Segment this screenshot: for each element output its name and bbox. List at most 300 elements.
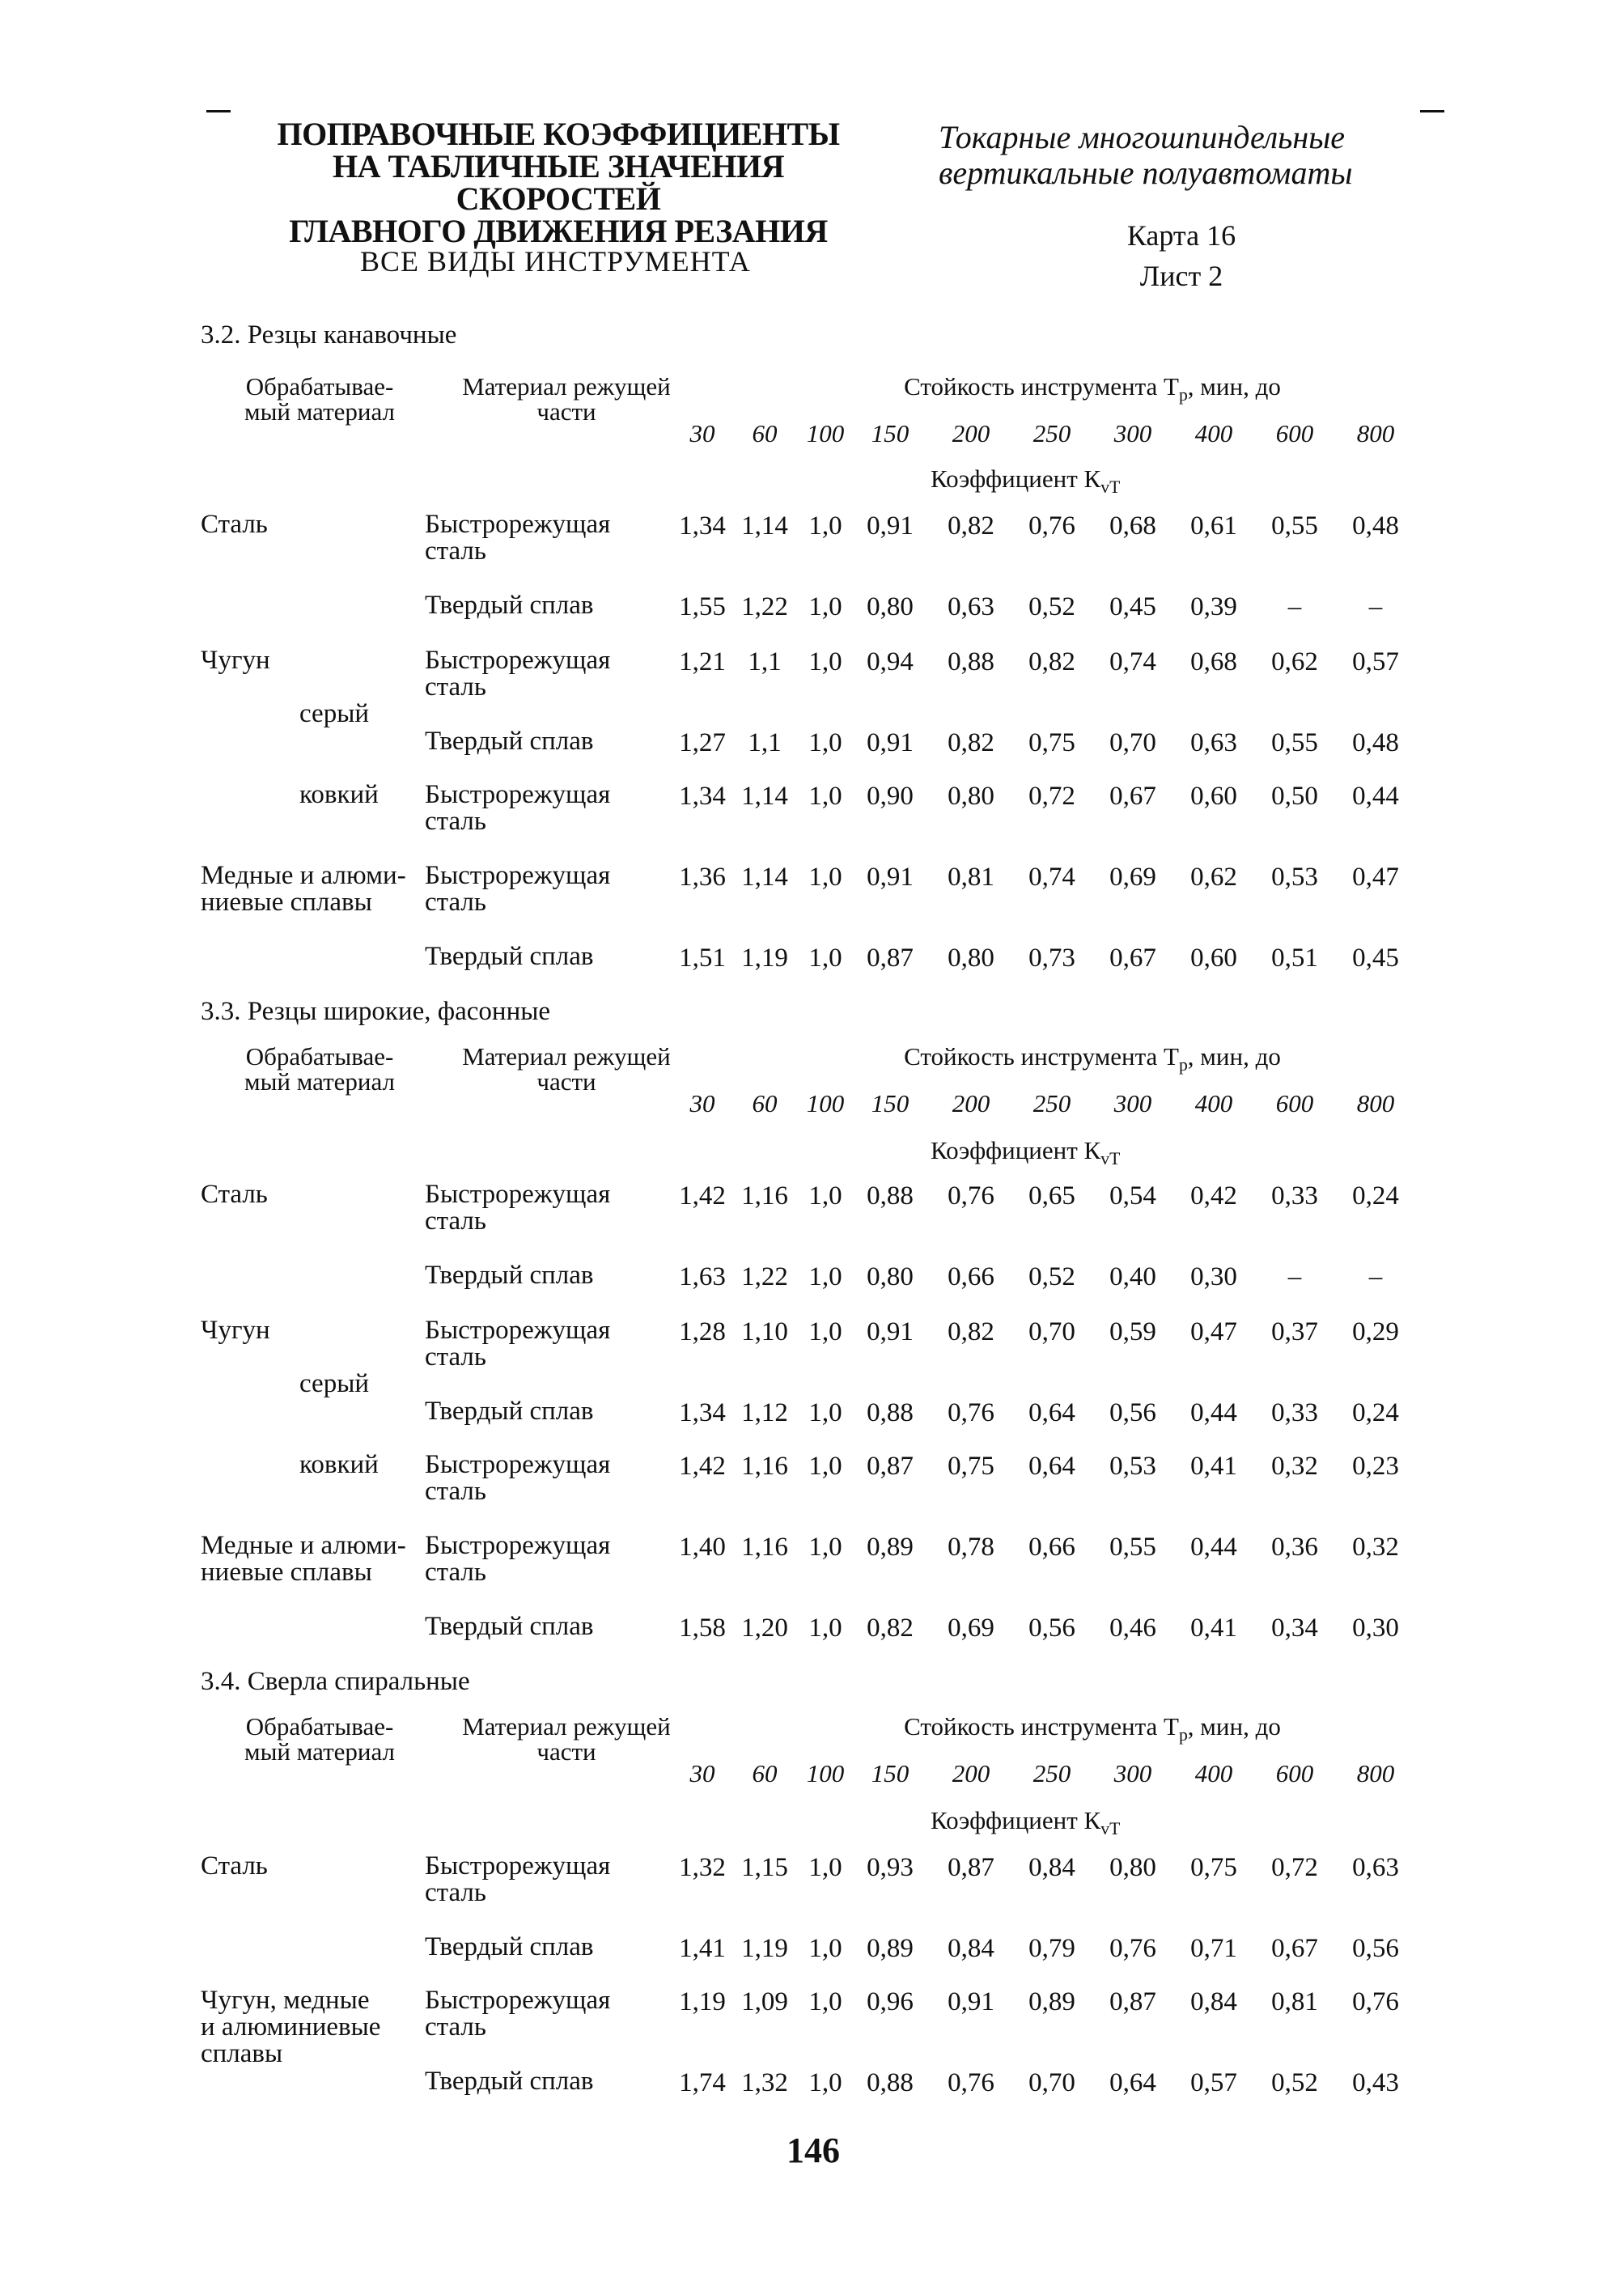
coefficient-value: 0,24 [1352,1398,1399,1427]
material-cell [201,1181,427,1208]
coefficient-value: 1,0 [808,1398,842,1427]
coefficient-value: 0,30 [1190,1262,1237,1291]
cutting-material-line: сталь [425,1878,486,1907]
coefficient-value: 0,87 [867,943,914,973]
material-cell [201,647,427,674]
coefficient-value: 0,50 [1271,782,1318,811]
coefficient-label [931,1806,1120,1839]
cutting-material-cell [425,1181,668,1235]
header-line: мый материал [244,397,396,426]
coefficient-value: 0,87 [948,1853,994,1882]
cutting-material-cell [425,1613,668,1640]
page-number: 146 [787,2131,840,2170]
header-line: части [536,397,596,426]
cutting-material-cell [425,943,668,970]
section-title: 3.2. Резцы канавочные [201,320,457,350]
coefficient-value: 0,23 [1352,1452,1399,1481]
coefficient-value: 0,57 [1352,647,1399,676]
coefficient-value: 0,69 [1109,863,1156,892]
coefficient-value: 0,88 [948,647,994,676]
material-cell [201,511,427,538]
column-header: 30 [689,419,715,447]
cutting-material-cell [425,728,668,755]
coefficient-value: 1,21 [679,647,726,676]
coefficient-value: 0,44 [1352,782,1399,811]
coefficient-value: 0,87 [1109,1987,1156,2016]
durability-prefix: Стойкость инструмента Т [904,1712,1179,1741]
coefficient-value: 0,91 [867,1317,914,1346]
coefficient-value: 1,09 [741,1987,788,2016]
cutting-material-line: Быстрорежущая [425,1316,611,1345]
coefficient-value: 0,89 [1028,1987,1075,2016]
column-header: 400 [1194,1759,1233,1787]
coefficient-value: 0,36 [1271,1533,1318,1562]
coefficient-value: 1,63 [679,1262,726,1291]
cutting-material-line: Быстрорежущая [425,646,611,675]
coefficient-value: 0,78 [948,1533,994,1562]
coefficient-value: 0,75 [948,1452,994,1481]
header-line: Обрабатывае- [245,1712,394,1741]
durability-subscript: р [1178,1055,1188,1075]
cutting-material-cell [425,1533,668,1586]
cutting-material-cell [425,1987,668,2041]
coefficient-value: 1,0 [808,1987,842,2016]
coefficient-value: 0,51 [1271,943,1318,973]
material-subtype: ковкий [299,1450,379,1479]
column-header: 200 [952,1089,990,1117]
column-header: 30 [689,1759,715,1787]
coefficient-value: 0,33 [1271,1181,1318,1211]
material-subtype: ковкий [299,780,379,809]
coefficient-value: 0,67 [1271,1934,1318,1963]
cutting-material-line: Твердый сплав [425,1397,594,1426]
material-line: Чугун [201,646,270,675]
cutting-material-line: Твердый сплав [425,1612,594,1641]
cutting-material-line: сталь [425,536,486,566]
cutting-material-cell [425,2068,668,2095]
subtitle-line: Токарные многошпиндельные [939,119,1346,155]
coefficient-value: 0,76 [1352,1987,1399,2016]
coefficient-value: 1,14 [741,863,788,892]
coefficient-value: 1,16 [741,1452,788,1481]
coefficient-value: 1,1 [748,728,782,757]
column-header: 60 [752,1759,778,1787]
coefficient-value: 0,80 [948,943,994,973]
coefficient-value: 0,42 [1190,1181,1237,1211]
material-cell [201,1317,427,1344]
coefficient-value: 0,33 [1271,1398,1318,1427]
coefficient-value: 0,76 [1028,511,1075,541]
material-line: Сталь [201,1851,268,1881]
corner-dash-right [1420,110,1444,112]
coefficient-value: 0,63 [948,592,994,621]
coefficient-value: 0,93 [867,1853,914,1882]
coefficient-value: 0,53 [1109,1452,1156,1481]
coefficient-value: 0,66 [948,1262,994,1291]
coefficient-value: 1,36 [679,863,726,892]
column-header: 300 [1113,1759,1152,1787]
coefficient-value: 0,61 [1190,511,1237,541]
coefficient-value: 1,22 [741,592,788,621]
column-header: 800 [1356,419,1395,447]
coefficient-value: 0,55 [1109,1533,1156,1562]
coefficient-value: 0,89 [867,1934,914,1963]
coefficient-value: 0,76 [1109,1934,1156,1963]
durability-suffix: , мин, до [1187,372,1281,401]
coefficient-value: 1,15 [741,1853,788,1882]
subtitle-line: вертикальные полуавтоматы [939,155,1353,191]
cutting-material-cell [425,592,668,619]
coefficient-value: 0,88 [867,1398,914,1427]
coefficient-value: 0,32 [1352,1533,1399,1562]
header-line: мый материал [244,1737,396,1766]
column-header: 60 [752,1089,778,1117]
coefficient-value: 1,0 [808,1613,842,1643]
coefficient-value: 0,56 [1352,1934,1399,1963]
title-line: НА ТАБЛИЧНЫЕ ЗНАЧЕНИЯ СКОРОСТЕЙ [332,148,785,217]
header-line: Материал режущей [462,1042,671,1071]
coefficient-value: 0,91 [867,511,914,541]
column-header: 300 [1113,419,1152,447]
coefficient-value: 1,34 [679,782,726,811]
coefficient-value: 0,73 [1028,943,1075,973]
coefficient-value: 0,94 [867,647,914,676]
coefficient-value: 0,48 [1352,728,1399,757]
coefficient-value: 0,52 [1028,592,1075,621]
cutting-material-line: сталь [425,1477,486,1506]
header-durability [809,374,1376,408]
cutting-material-cell [425,1934,668,1961]
column-header: 200 [952,419,990,447]
coefficient-value: 0,44 [1190,1398,1237,1427]
cutting-material-line: Быстрорежущая [425,510,611,539]
coefficient-value: – [1368,592,1383,621]
coefficient-value: 0,55 [1271,511,1318,541]
coefficient-value: 1,28 [679,1317,726,1346]
cutting-material-cell [425,1452,668,1505]
coefficient-subscript: vT [1100,1819,1121,1839]
cutting-material-line: Твердый сплав [425,591,594,620]
coefficient-value: 1,0 [808,1181,842,1211]
material-subtype: серый [299,1369,370,1398]
cutting-material-line: Быстрорежущая [425,861,611,890]
coefficient-value: 1,16 [741,1181,788,1211]
coefficient-value: 0,70 [1109,728,1156,757]
coefficient-value: 0,82 [948,1317,994,1346]
coefficient-value: 0,29 [1352,1317,1399,1346]
coefficient-value: 0,63 [1352,1853,1399,1882]
coefficient-value: 0,81 [948,863,994,892]
coefficient-value: 0,76 [948,1181,994,1211]
coefficient-value: 0,43 [1352,2068,1399,2097]
coefficient-value: 0,80 [867,592,914,621]
coefficient-value: 0,65 [1028,1181,1075,1211]
coefficient-value: 0,84 [948,1934,994,1963]
coefficient-value: 1,0 [808,1934,842,1963]
coefficient-value: 1,14 [741,782,788,811]
column-header: 100 [806,1759,845,1787]
all-tools-caption: ВСЕ ВИДЫ ИНСТРУМЕНТА [360,245,751,278]
material-cell [201,1987,427,2067]
header-line: Материал режущей [462,372,671,401]
coefficient-value: 0,71 [1190,1934,1237,1963]
durability-prefix: Стойкость инструмента Т [904,1042,1179,1071]
cutting-material-line: сталь [425,1558,486,1587]
column-header: 150 [871,1089,910,1117]
coefficient-value: 0,60 [1190,782,1237,811]
coefficient-value: 0,69 [948,1613,994,1643]
coefficient-value: 0,60 [1190,943,1237,973]
cutting-material-line: Быстрорежущая [425,1450,611,1479]
coefficient-value: 0,72 [1271,1853,1318,1882]
coefficient-value: 0,37 [1271,1317,1318,1346]
coefficient-value: 0,40 [1109,1262,1156,1291]
coefficient-value: 1,0 [808,1317,842,1346]
coefficient-value: 0,84 [1190,1987,1237,2016]
cutting-material-line: сталь [425,672,486,702]
column-header: 600 [1275,419,1314,447]
coefficient-value: 1,0 [808,647,842,676]
coefficient-value: 0,30 [1352,1613,1399,1643]
coefficient-value: 0,75 [1028,728,1075,757]
column-header: 150 [871,1759,910,1787]
coefficient-value: 0,75 [1190,1853,1237,1882]
coefficient-value: 0,67 [1109,782,1156,811]
column-header: 100 [806,419,845,447]
coefficient-value: 1,22 [741,1262,788,1291]
coefficient-value: 0,89 [867,1533,914,1562]
cutting-material-cell [425,647,668,701]
coefficient-value: 1,0 [808,728,842,757]
coefficient-value: 0,91 [948,1987,994,2016]
title-line: ГЛАВНОГО ДВИЖЕНИЯ РЕЗАНИЯ [289,213,828,249]
coefficient-value: 0,66 [1028,1533,1075,1562]
column-header: 800 [1356,1089,1395,1117]
coefficient-value: 1,0 [808,1853,842,1882]
coefficient-label [931,1136,1120,1169]
material-line: Чугун, медные [201,1986,370,2015]
coefficient-value: 0,63 [1190,728,1237,757]
durability-suffix: , мин, до [1187,1042,1281,1071]
coefficient-value: 0,87 [867,1452,914,1481]
material-cell [201,863,427,916]
coefficient-value: 1,16 [741,1533,788,1562]
coefficient-value: 0,56 [1109,1398,1156,1427]
coefficient-value: 1,10 [741,1317,788,1346]
coefficient-value: 0,74 [1109,647,1156,676]
coefficient-value: 0,67 [1109,943,1156,973]
section-title: 3.4. Сверла спиральные [201,1667,470,1696]
coefficient-value: 1,19 [741,1934,788,1963]
header-durability [809,1044,1376,1078]
coefficient-value: 0,55 [1271,728,1318,757]
coefficient-value: 0,70 [1028,2068,1075,2097]
header-material [218,1714,421,1764]
coefficient-subscript: vT [1100,477,1121,498]
durability-subscript: р [1178,385,1188,405]
header-material [218,1044,421,1094]
coefficient-value: 0,80 [948,782,994,811]
coefficient-value: 1,19 [741,943,788,973]
column-header: 800 [1356,1759,1395,1787]
coefficient-value: 1,0 [808,863,842,892]
coefficient-value: 0,39 [1190,592,1237,621]
durability-prefix: Стойкость инструмента Т [904,372,1179,401]
header-line: Материал режущей [462,1712,671,1741]
coefficient-value: – [1287,592,1302,621]
cutting-material-cell [425,1398,668,1425]
material-cell [201,1853,427,1880]
coefficient-value: 1,0 [808,943,842,973]
coefficient-value: 0,45 [1352,943,1399,973]
coefficient-value: 0,62 [1271,647,1318,676]
coefficient-value: 0,41 [1190,1452,1237,1481]
coefficient-value: 0,64 [1028,1398,1075,1427]
coefficient-value: 0,88 [867,1181,914,1211]
cutting-material-line: Твердый сплав [425,2067,594,2096]
coefficient-value: 0,80 [1109,1853,1156,1882]
coefficient-value: 1,41 [679,1934,726,1963]
coefficient-value: 1,0 [808,1533,842,1562]
coefficient-value: 0,34 [1271,1613,1318,1643]
material-line: и алюминиевые [201,2012,381,2042]
column-header: 200 [952,1759,990,1787]
header-cutting-part [437,374,696,424]
coefficient-value: 0,91 [867,728,914,757]
coefficient-value: 1,40 [679,1533,726,1562]
durability-suffix: , мин, до [1187,1712,1281,1741]
coefficient-value: 0,48 [1352,511,1399,541]
header-cutting-part [437,1044,696,1094]
page-subtitle [939,120,1424,191]
coefficient-value: 1,12 [741,1398,788,1427]
coefficient-prefix: Коэффициент К [931,1806,1101,1834]
cutting-material-line: сталь [425,1342,486,1372]
column-header: 400 [1194,419,1233,447]
coefficient-value: 1,34 [679,1398,726,1427]
header-line: мый материал [244,1067,396,1096]
coefficient-value: 0,47 [1190,1317,1237,1346]
header-durability [809,1714,1376,1748]
coefficient-subscript: vT [1100,1149,1121,1169]
coefficient-value: 1,42 [679,1181,726,1211]
title-line: ПОПРАВОЧНЫЕ КОЭФФИЦИЕНТЫ [277,116,840,152]
coefficient-value: 0,32 [1271,1452,1318,1481]
cutting-material-line: Быстрорежущая [425,1180,611,1209]
material-cell [201,1533,427,1586]
coefficient-value: 0,82 [867,1613,914,1643]
coefficient-value: 1,0 [808,1262,842,1291]
cutting-material-line: Быстрорежущая [425,780,611,809]
cutting-material-line: сталь [425,888,486,917]
coefficient-value: 1,1 [748,647,782,676]
coefficient-value: 1,55 [679,592,726,621]
coefficient-prefix: Коэффициент К [931,464,1101,493]
sheet-number: Лист 2 [1139,260,1223,292]
coefficient-value: 0,52 [1028,1262,1075,1291]
coefficient-value: 1,0 [808,2068,842,2097]
coefficient-value: 0,74 [1028,863,1075,892]
header-cutting-part [437,1714,696,1764]
coefficient-value: 0,44 [1190,1533,1237,1562]
cutting-material-cell [425,511,668,565]
coefficient-value: 1,51 [679,943,726,973]
coefficient-value: 0,88 [867,2068,914,2097]
cutting-material-line: Быстрорежущая [425,1986,611,2015]
material-line: ниевые сплавы [201,888,372,917]
cutting-material-line: сталь [425,807,486,836]
coefficient-value: 1,0 [808,782,842,811]
cutting-material-line: сталь [425,2012,486,2042]
corner-dash-left [206,110,231,112]
coefficient-value: 0,64 [1028,1452,1075,1481]
cutting-material-line: Быстрорежущая [425,1531,611,1560]
material-line: сплавы [201,2039,283,2068]
coefficient-value: 0,62 [1190,863,1237,892]
coefficient-value: 0,96 [867,1987,914,2016]
coefficient-value: 0,82 [948,511,994,541]
cutting-material-line: Твердый сплав [425,1932,594,1961]
coefficient-value: 0,46 [1109,1613,1156,1643]
coefficient-prefix: Коэффициент К [931,1136,1101,1164]
material-line: ниевые сплавы [201,1558,372,1587]
section-title: 3.3. Резцы широкие, фасонные [201,997,551,1026]
coefficient-value: 0,91 [867,863,914,892]
coefficient-value: 0,82 [1028,647,1075,676]
coefficient-value: 1,20 [741,1613,788,1643]
durability-subscript: р [1178,1725,1188,1745]
coefficient-value: 0,76 [948,1398,994,1427]
coefficient-value: 1,14 [741,511,788,541]
coefficient-value: 0,53 [1271,863,1318,892]
coefficient-value: 1,42 [679,1452,726,1481]
column-header: 150 [871,419,910,447]
coefficient-value: 1,58 [679,1613,726,1643]
coefficient-value: 0,57 [1190,2068,1237,2097]
coefficient-value: 0,84 [1028,1853,1075,1882]
coefficient-value: 0,80 [867,1262,914,1291]
cutting-material-cell [425,1853,668,1906]
coefficient-label [931,464,1120,498]
column-header: 60 [752,419,778,447]
cutting-material-line: Твердый сплав [425,1261,594,1290]
coefficient-value: – [1368,1262,1383,1291]
card-number: Карта 16 [1126,219,1236,252]
cutting-material-cell [425,782,668,835]
coefficient-value: 0,45 [1109,592,1156,621]
coefficient-value: 0,56 [1028,1613,1075,1643]
coefficient-value: 0,68 [1109,511,1156,541]
header-line: части [536,1067,596,1096]
column-header: 250 [1032,419,1071,447]
material-line: Чугун [201,1316,270,1345]
column-header: 300 [1113,1089,1152,1117]
column-header: 30 [689,1089,715,1117]
coefficient-value: 1,32 [679,1853,726,1882]
column-header: 250 [1032,1759,1071,1787]
coefficient-value: 0,72 [1028,782,1075,811]
coefficient-value: 0,76 [948,2068,994,2097]
material-line: Сталь [201,1180,268,1209]
coefficient-value: 0,47 [1352,863,1399,892]
coefficient-value: 1,27 [679,728,726,757]
column-header: 100 [806,1089,845,1117]
coefficient-value: 0,41 [1190,1613,1237,1643]
cutting-material-line: Твердый сплав [425,727,594,756]
header-line: Обрабатывае- [245,1042,394,1071]
coefficient-value: 0,90 [867,782,914,811]
coefficient-value: 1,19 [679,1987,726,2016]
